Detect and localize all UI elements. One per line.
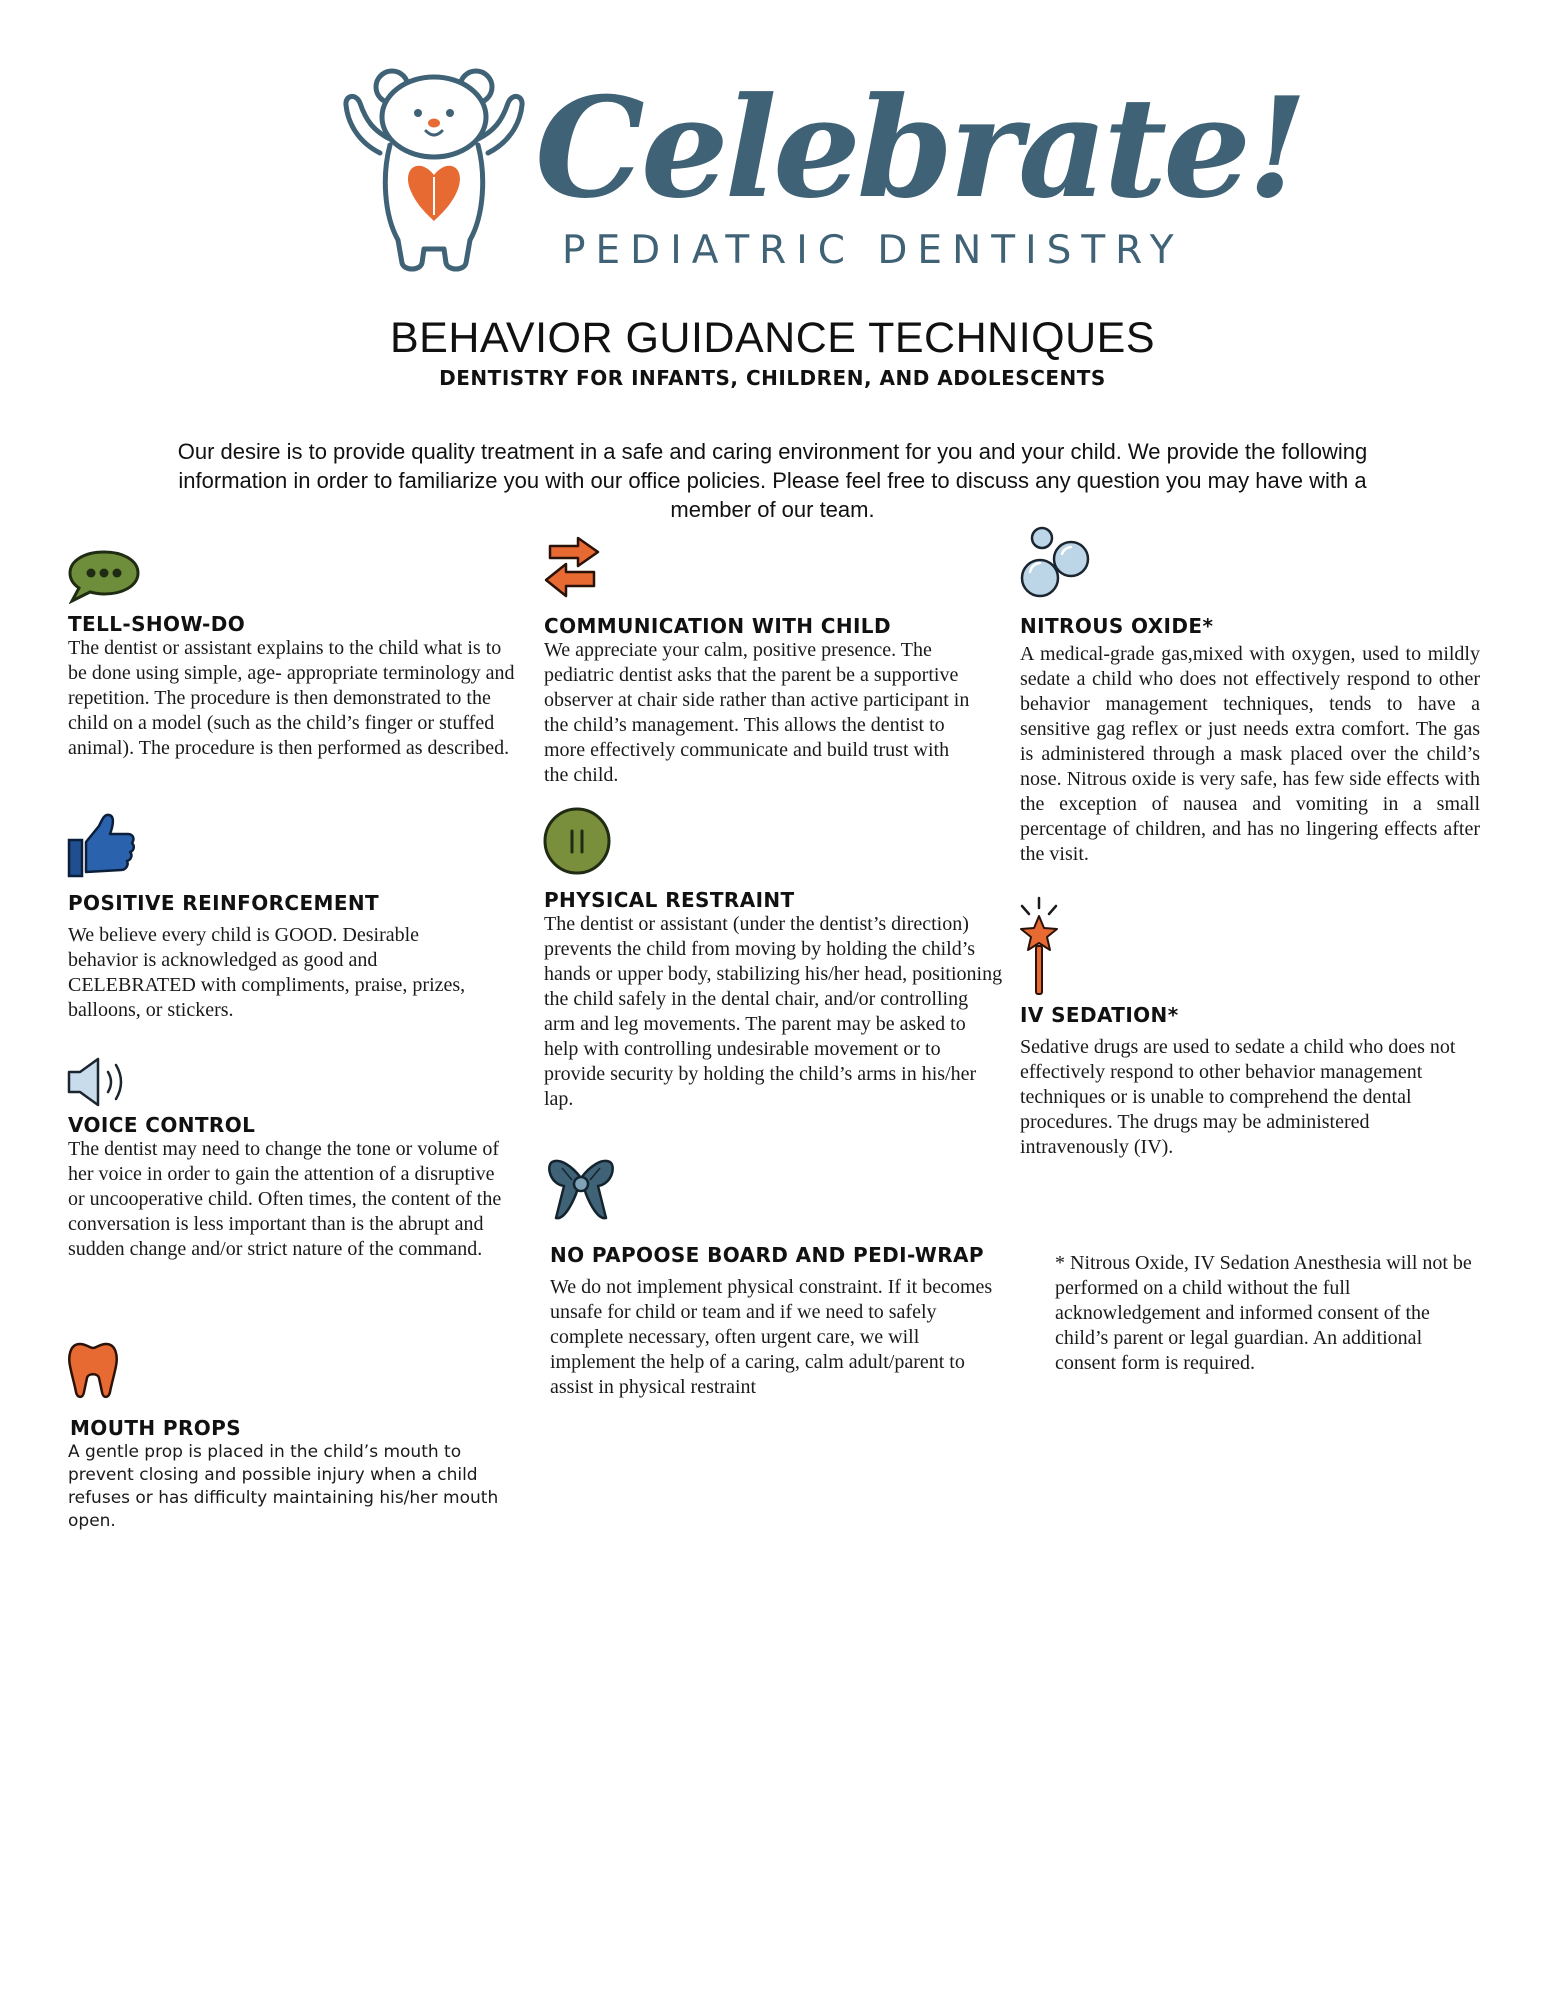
page-subtitle: DENTISTRY FOR INFANTS, CHILDREN, AND ADOLESCENTS <box>439 366 1106 390</box>
iv-sedation-body: Sedative drugs are used to sedate a child who does not effectively respond to other behavior management techniques or is unable to comprehend the dental procedures. The drugs may be administered intravenously (IV). <box>1020 1036 1456 1158</box>
positive-reinforcement-body: We believe every child is GOOD. Desirable behavior is acknowledged as good and CELEBRATED with compliments, praise, prizes, balloons, or stickers. <box>68 924 466 1021</box>
voice-control-title: VOICE CONTROL <box>68 1113 256 1137</box>
logo-wordmark: Celebrate! <box>535 66 1304 229</box>
intro-paragraph: Our desire is to provide quality treatment in a safe and caring environment for you and your child. We provide the following information in order to familiarize you with our office policies. Please feel free to discuss any question you may have with a member of our team. <box>177 439 1368 522</box>
communication-title: COMMUNICATION WITH CHILD <box>544 614 891 638</box>
tooth-icon <box>66 1340 120 1402</box>
speaker-icon <box>66 1056 136 1108</box>
nitrous-oxide-body: A medical-grade gas,mixed with oxygen, used to mildly sedate a child who does not effectively respond to other behavior management techniques, tends to have a sensitive gag reflex or just needs extra comfort. The gas is administered through a mask placed over the child’s nose. Nitrous oxide is very safe, has few side effects with the exception of nausea and vomiting in a small percentage of children, and has no lingering effects after the visit. <box>1020 643 1480 865</box>
no-papoose-title: NO PAPOOSE BOARD AND PEDI-WRAP <box>550 1243 984 1267</box>
star-wand-icon <box>1014 896 1064 1000</box>
pause-circle-icon <box>542 806 612 876</box>
nitrous-oxide-title: NITROUS OXIDE* <box>1020 614 1214 638</box>
positive-reinforcement-title: POSITIVE REINFORCEMENT <box>68 891 380 915</box>
bubbles-icon <box>1018 526 1094 604</box>
communication-body: We appreciate your calm, positive presence. The pediatric dentist asks that the parent be a supportive observer at chair side rather than active participant in the child’s management. This allows the dentist to more effectively communicate and build trust with the child. <box>544 639 970 786</box>
mouth-props-body: A gentle prop is placed in the child’s mouth to prevent closing and possible injury when a child refuses or has difficulty maintaining his/her mouth open. <box>68 1442 499 1531</box>
physical-restraint-title: PHYSICAL RESTRAINT <box>544 888 795 912</box>
speech-bubble-icon <box>66 548 142 604</box>
bow-icon <box>546 1156 616 1224</box>
page-title: BEHAVIOR GUIDANCE TECHNIQUES <box>389 314 1156 362</box>
mouth-props-title: MOUTH PROPS <box>70 1416 242 1440</box>
thumbs-up-icon <box>66 810 136 880</box>
no-papoose-body: We do not implement physical constraint. If it becomes unsafe for child or team and if we need to safely complete necessary, often urgent care, we will implement the help of a caring, calm adult/parent to assist in physical restraint <box>550 1276 993 1398</box>
logo-tagline: PEDIATRIC DENTISTRY <box>562 228 1184 273</box>
tell-show-do-title: TELL-SHOW-DO <box>68 612 246 636</box>
consent-footnote: * Nitrous Oxide, IV Sedation Anesthesia will not be performed on a child without the full acknowledgement and informed consent of the child’s parent or legal guardian. An additional consent form is required. <box>1055 1252 1472 1374</box>
voice-control-body: The dentist may need to change the tone or volume of her voice in order to gain the attention of a disruptive or uncooperative child. Often times, the content of the conversation is less important than is the abrupt and sudden change and/or strict nature of the command. <box>68 1138 502 1260</box>
celebrate-logo <box>340 65 1304 285</box>
teddy-bear-icon <box>340 65 530 275</box>
iv-sedation-title: IV SEDATION* <box>1020 1003 1179 1027</box>
arrows-icon <box>540 532 604 602</box>
tell-show-do-body: The dentist or assistant explains to the child what is to be done using simple, age- appropriate terminology and repetition. The procedure is then demonstrated to the child on a model (such as the child’s finger or stuffed animal). The procedure is then performed as described. <box>68 637 515 759</box>
physical-restraint-body: The dentist or assistant (under the dentist’s direction) prevents the child from moving by holding the child’s hands or upper body, stabilizing his/her head, positioning the child safely in the dental chair, and/or controlling arm and leg movements. The parent may be asked to help with controlling undesirable movement or to provide security by holding the child’s arms in his/her lap. <box>544 913 1003 1110</box>
